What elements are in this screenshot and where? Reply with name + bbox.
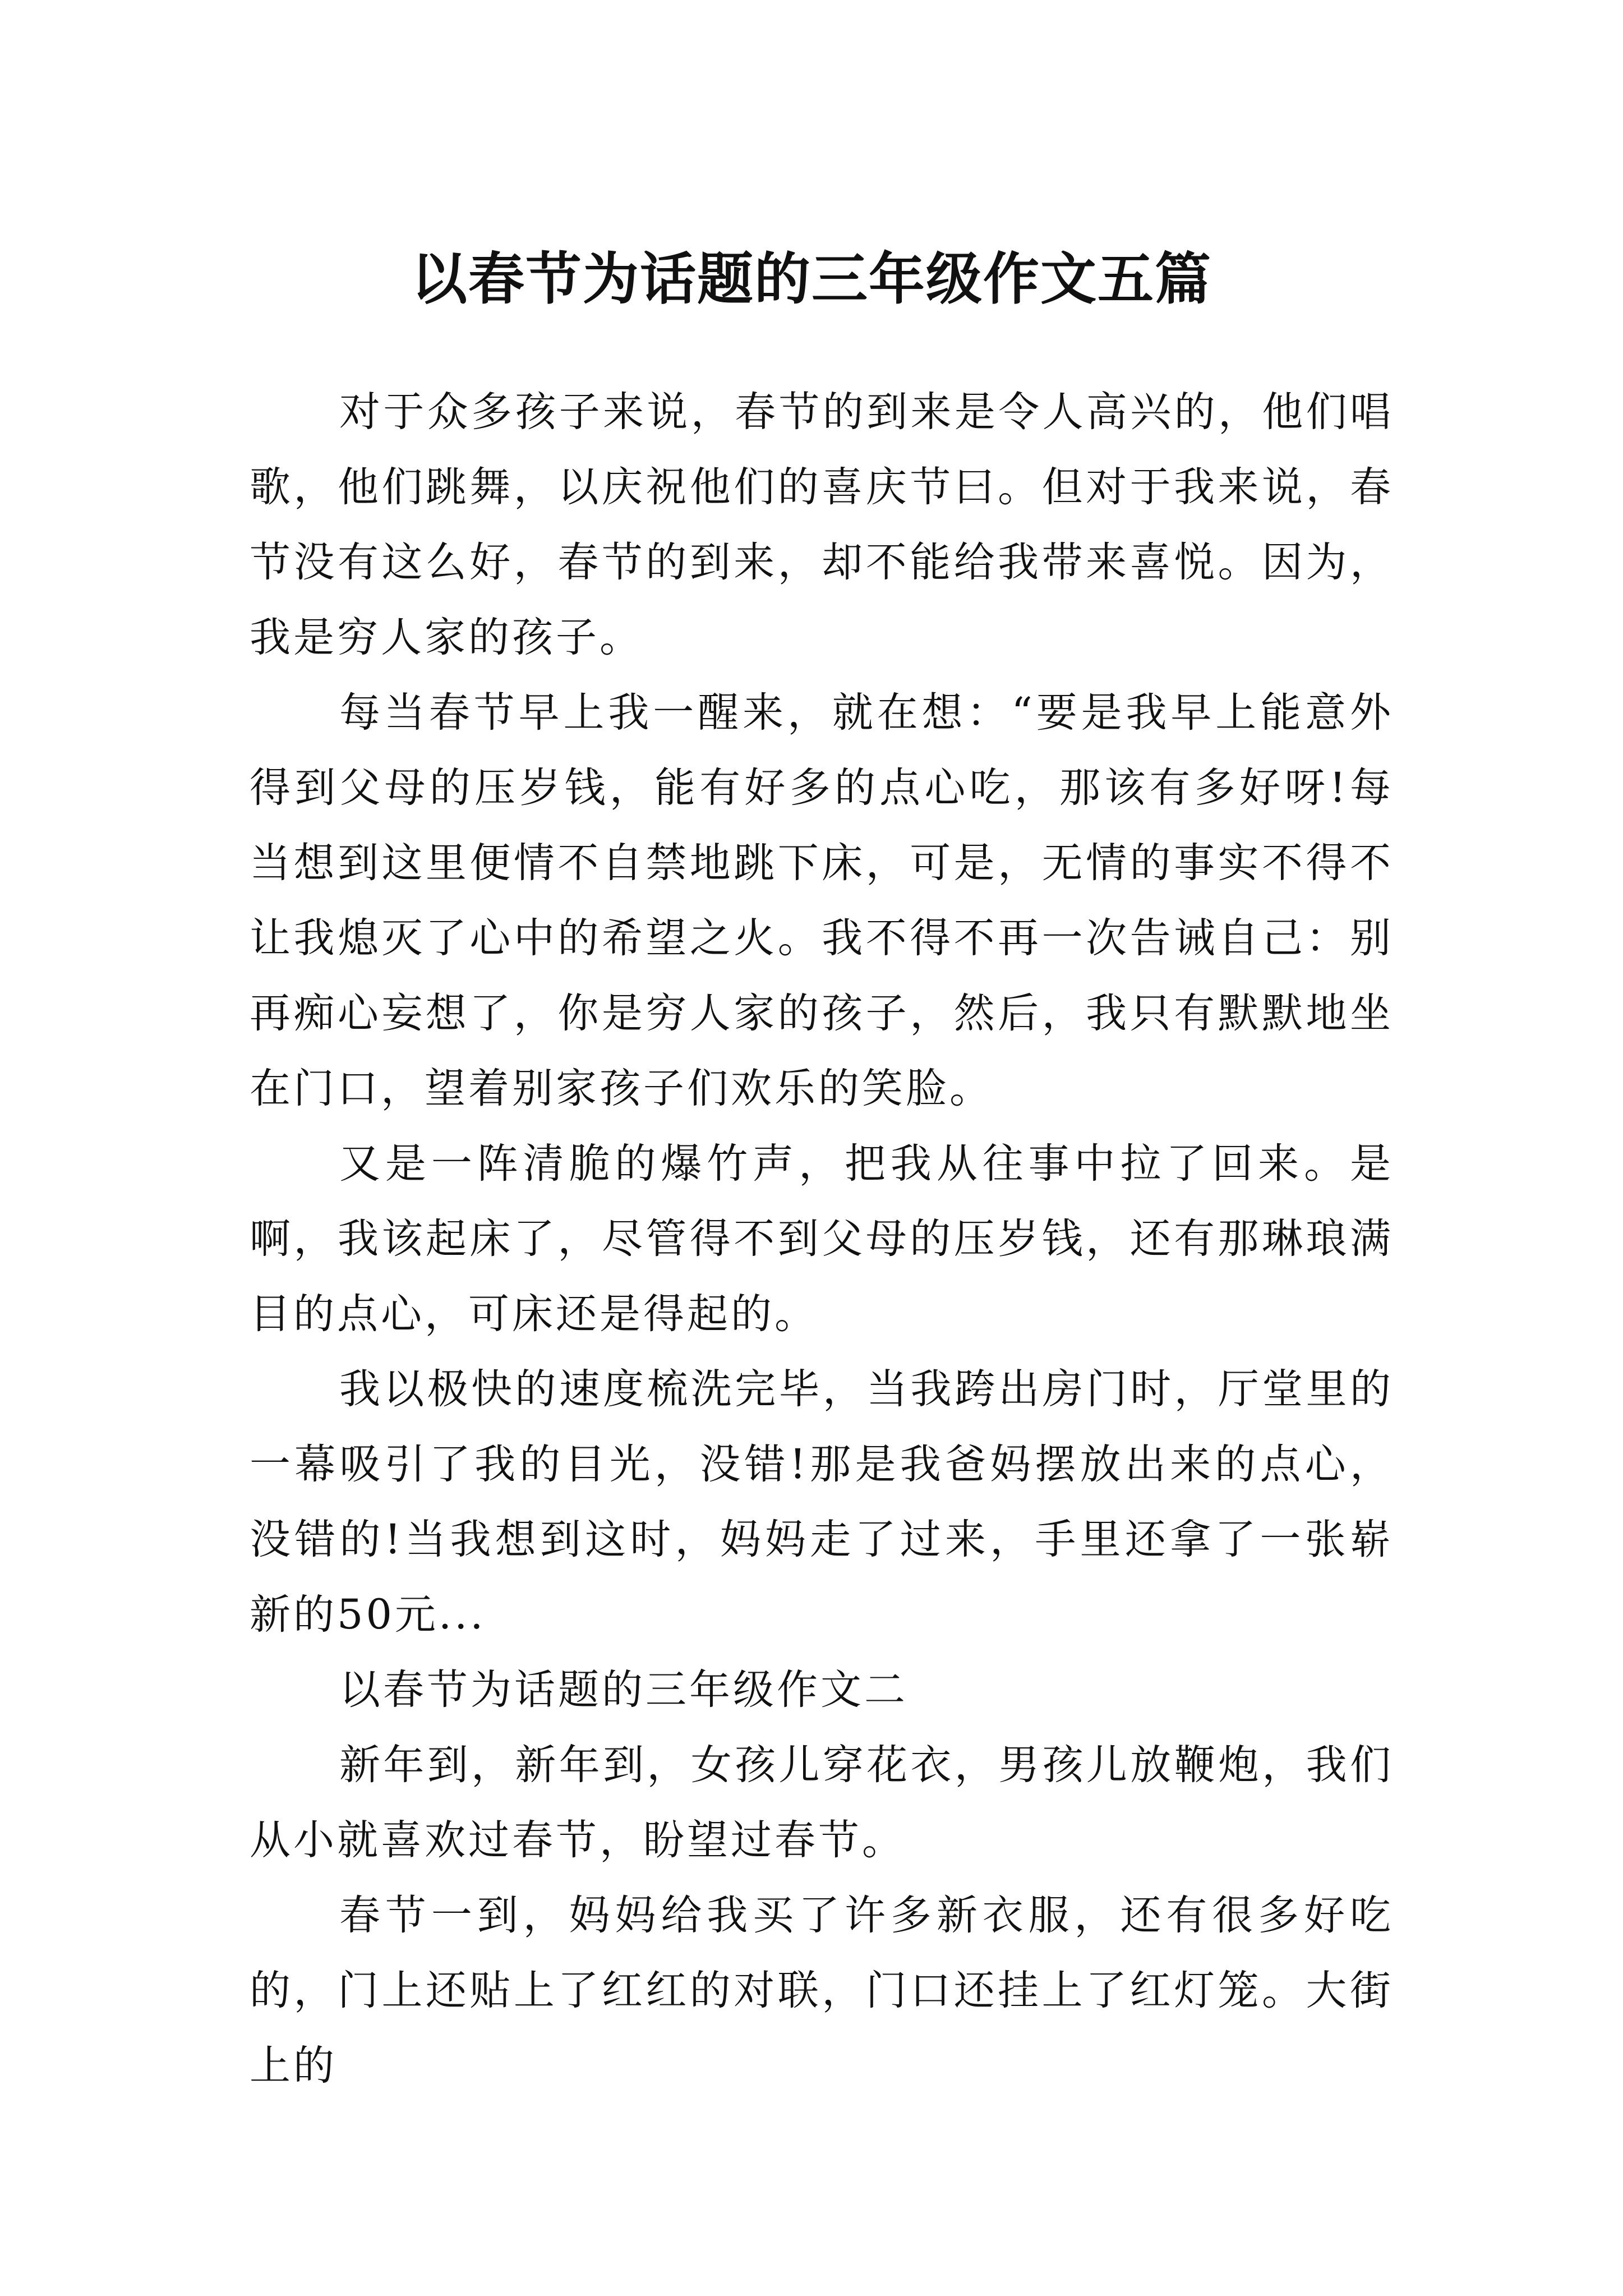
paragraph-2: 每当春节早上我一醒来，就在想：“要是我早上能意外得到父母的压岁钱，能有好多的点心吃，那该有多好呀!每当想到这里便情不自禁地跳下床，可是，无情的事实不得不让我熄灭了心中的希望之火。我不得不再一次告诫自己：别再痴心妄想了，你是穷人家的孩子，然后，我只有默默地坐在门口，望着别家孩子们欢乐的笑脸。: [250, 689, 1394, 1112]
paragraph-5: 新年到，新年到，女孩儿穿花衣，男孩儿放鞭炮，我们从小就喜欢过春节，盼望过春节。: [250, 1741, 1394, 1864]
paragraph-3: 又是一阵清脆的爆竹声，把我从往事中拉了回来。是啊，我该起床了，尽管得不到父母的压岁钱，还有那琳琅满目的点心，可床还是得起的。: [250, 1140, 1394, 1338]
paragraph-4: 我以极快的速度梳洗完毕，当我跨出房门时，厅堂里的一幕吸引了我的目光，没错!那是我爸妈摆放出来的点心，没错的!当我想到这时，妈妈走了过来，手里还拿了一张崭新的50元...: [250, 1365, 1394, 1639]
section-heading-essay-2: 以春节为话题的三年级作文二: [339, 1666, 908, 1714]
document-body: [250, 375, 1394, 2104]
document-title: 以春节为话题的三年级作文五篇: [411, 246, 1212, 312]
paragraph-1: 对于众多孩子来说，春节的到来是令人高兴的，他们唱歌，他们跳舞，以庆祝他们的喜庆节曰。但对于我来说，春节没有这么好，春节的到来，却不能给我带来喜悦。因为，我是穷人家的孩子。: [250, 388, 1394, 661]
paragraph-6: 春节一到，妈妈给我买了许多新衣服，还有很多好吃的，门上还贴上了红红的对联，门口还挂上了红灯笼。大街上的: [250, 1892, 1394, 2090]
